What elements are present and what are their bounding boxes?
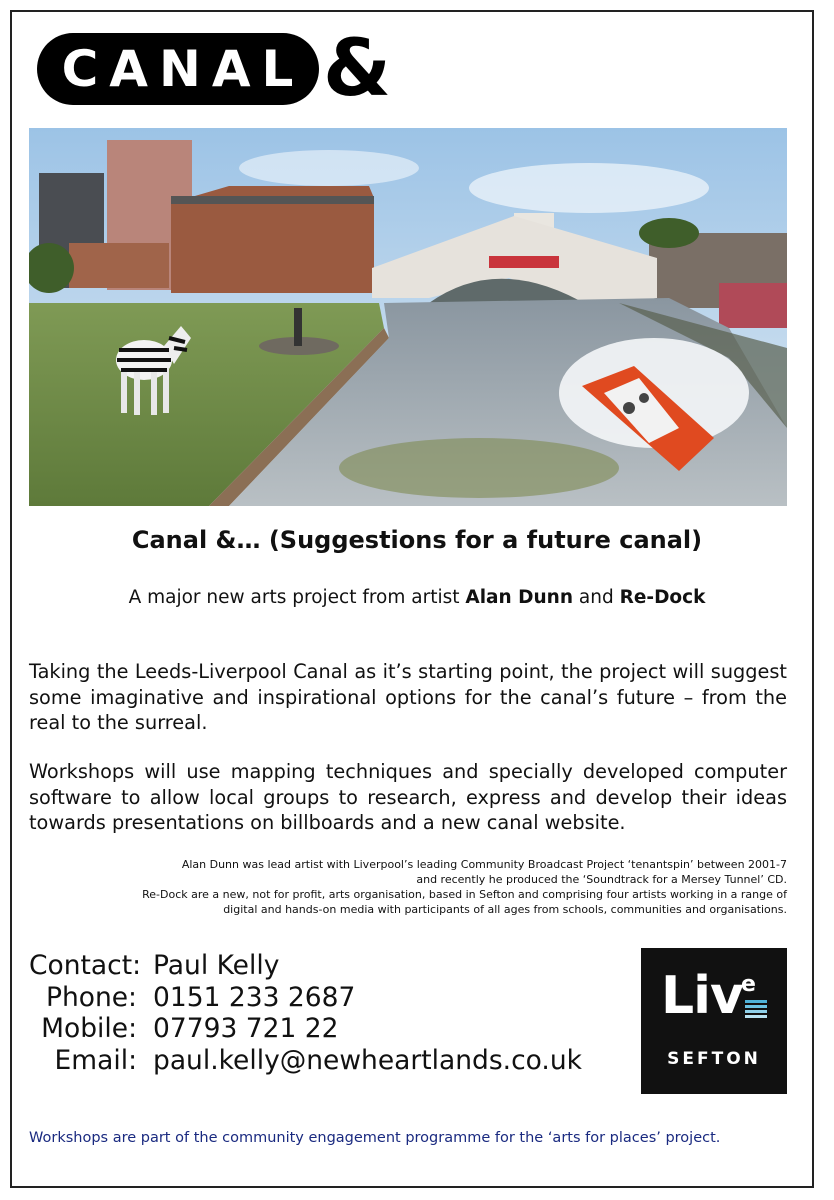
live-bar (745, 1010, 767, 1013)
intro-paragraph: Taking the Leeds-Liverpool Canal as it’s starting point, the project will suggest some imaginative and inspirational options for the canal’s future – from the real to the surreal. (29, 660, 787, 734)
workshops-paragraph: Workshops will use mapping techniques and specially developed computer software to allow local groups to research, express and develop their ideas towards presentations on billboards and a new canal website. (29, 760, 787, 834)
org-name: Re-Dock (619, 587, 706, 608)
live-bars-icon (745, 1000, 767, 1020)
note-line: digital and hands-on media with participants of all ages from schools, communities and organisations. (223, 903, 787, 916)
logo-pill (37, 33, 319, 105)
live-sefton-label: SEFTON (667, 1049, 761, 1069)
contact-name: Paul Kelly (153, 950, 280, 981)
contact-label: Contact: (29, 950, 142, 981)
subtitle-and: and (573, 587, 620, 608)
contact-row (29, 950, 582, 982)
email-row (29, 1045, 582, 1077)
canal-logo (37, 24, 392, 114)
note-line: Re-Dock are a new, not for profit, arts organisation, based in Sefton and comprising four artists working in a range of (142, 888, 787, 901)
canal-photo (29, 128, 787, 506)
mobile-row (29, 1013, 582, 1045)
phone-row (29, 982, 582, 1014)
live-bar (745, 1015, 767, 1018)
artist-notes (87, 857, 787, 917)
live-e: e (741, 972, 756, 997)
note-line: Alan Dunn was lead artist with Liverpool’s leading Community Broadcast Project ‘tenantspin’ between 2001-7 (181, 858, 787, 871)
logo-word: CANAL (61, 40, 305, 98)
phone-label: Phone: (45, 981, 137, 1013)
artist-name: Alan Dunn (465, 587, 574, 608)
live-bar (745, 1005, 767, 1008)
phone-number[interactable]: 0151 233 2687 (153, 981, 356, 1013)
live-sefton-logo (641, 948, 787, 1094)
email-address[interactable]: paul.kelly@newheartlands.co.uk (153, 1044, 582, 1076)
footer-note: Workshops are part of the community engagement programme for the ‘arts for places’ project. (29, 1130, 721, 1146)
note-line: and recently he produced the ‘Soundtrack for a Mersey Tunnel’ CD. (416, 873, 787, 886)
email-label: Email: (54, 1044, 137, 1076)
logo-ampersand: & (323, 24, 392, 114)
contact-block (29, 950, 582, 1076)
live-word: Liv (661, 966, 743, 1026)
mobile-number[interactable]: 07793 721 22 (153, 1013, 339, 1044)
page-title: Canal &… (Suggestions for a future canal) (131, 526, 703, 554)
subtitle (0, 587, 834, 608)
subtitle-prefix: A major new arts project from artist (128, 587, 466, 608)
mobile-label: Mobile: (41, 1013, 137, 1044)
live-bar (745, 1000, 767, 1003)
